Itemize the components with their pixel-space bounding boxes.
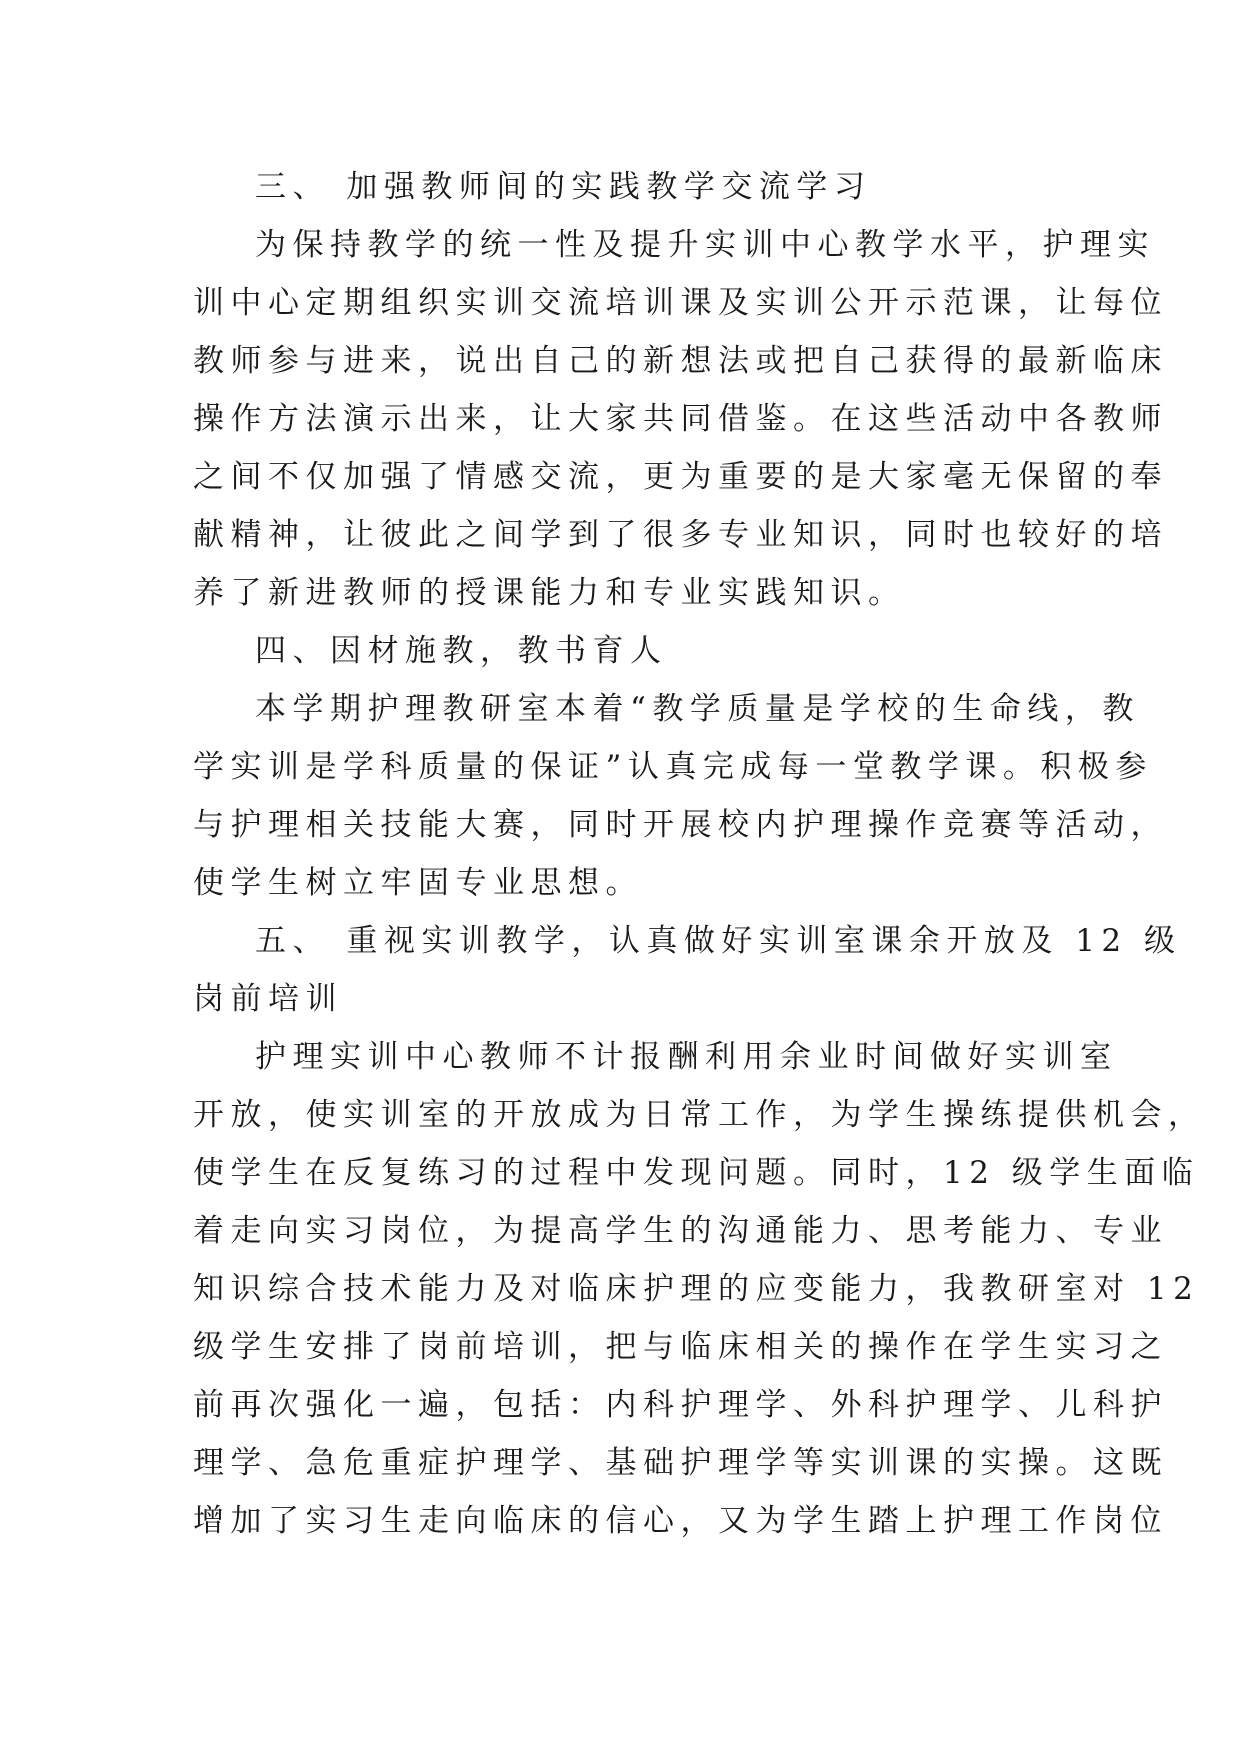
paragraph-line: 教师参与进来，说出自己的新想法或把自己获得的最新临床 <box>193 343 1168 379</box>
paragraph-line: 使学生树立牢固专业思想。 <box>193 865 643 901</box>
paragraph-line: 学实训是学科质量的保证”认真完成每一堂教学课。积极参 <box>193 749 1153 785</box>
section-heading-5-continued: 岗前培训 <box>193 981 343 1017</box>
document-body <box>193 158 1206 1550</box>
paragraph-line: 为保持教学的统一性及提升实训中心教学水平，护理实 <box>255 227 1155 263</box>
paragraph-line: 着走向实习岗位，为提高学生的沟通能力、思考能力、专业 <box>193 1213 1168 1249</box>
paragraph-line: 与护理相关技能大赛，同时开展校内护理操作竞赛等活动， <box>193 807 1168 843</box>
paragraph-line: 前再次强化一遍，包括：内科护理学、外科护理学、儿科护 <box>193 1387 1168 1423</box>
paragraph-line: 训中心定期组织实训交流培训课及实训公开示范课，让每位 <box>193 285 1168 321</box>
paragraph-line: 之间不仅加强了情感交流，更为重要的是大家毫无保留的奉 <box>193 459 1168 495</box>
paragraph-line: 理学、急危重症护理学、基础护理学等实训课的实操。这既 <box>193 1445 1168 1481</box>
paragraph-line: 使学生在反复练习的过程中发现问题。同时，12 级学生面临 <box>193 1155 1200 1191</box>
section-heading-5: 五、 重视实训教学，认真做好实训室课余开放及 12 级 <box>255 923 1182 959</box>
paragraph-line: 本学期护理教研室本着“教学质量是学校的生命线，教 <box>255 691 1140 727</box>
paragraph-line: 级学生安排了岗前培训，把与临床相关的操作在学生实习之 <box>193 1329 1168 1365</box>
paragraph-line: 献精神，让彼此之间学到了很多专业知识，同时也较好的培 <box>193 517 1168 553</box>
section-heading-3: 三、 加强教师间的实践教学交流学习 <box>255 169 872 205</box>
section-heading-4: 四、因材施教，教书育人 <box>255 633 668 669</box>
paragraph-line: 开放，使实训室的开放成为日常工作，为学生操练提供机会， <box>193 1097 1206 1133</box>
paragraph-line: 知识综合技术能力及对临床护理的应变能力，我教研室对 12 <box>193 1271 1200 1307</box>
paragraph-line: 养了新进教师的授课能力和专业实践知识。 <box>193 575 906 611</box>
paragraph-line: 护理实训中心教师不计报酬利用余业时间做好实训室 <box>255 1039 1118 1075</box>
paragraph-line: 增加了实习生走向临床的信心，又为学生踏上护理工作岗位 <box>193 1503 1168 1539</box>
paragraph-line: 操作方法演示出来，让大家共同借鉴。在这些活动中各教师 <box>193 401 1168 437</box>
